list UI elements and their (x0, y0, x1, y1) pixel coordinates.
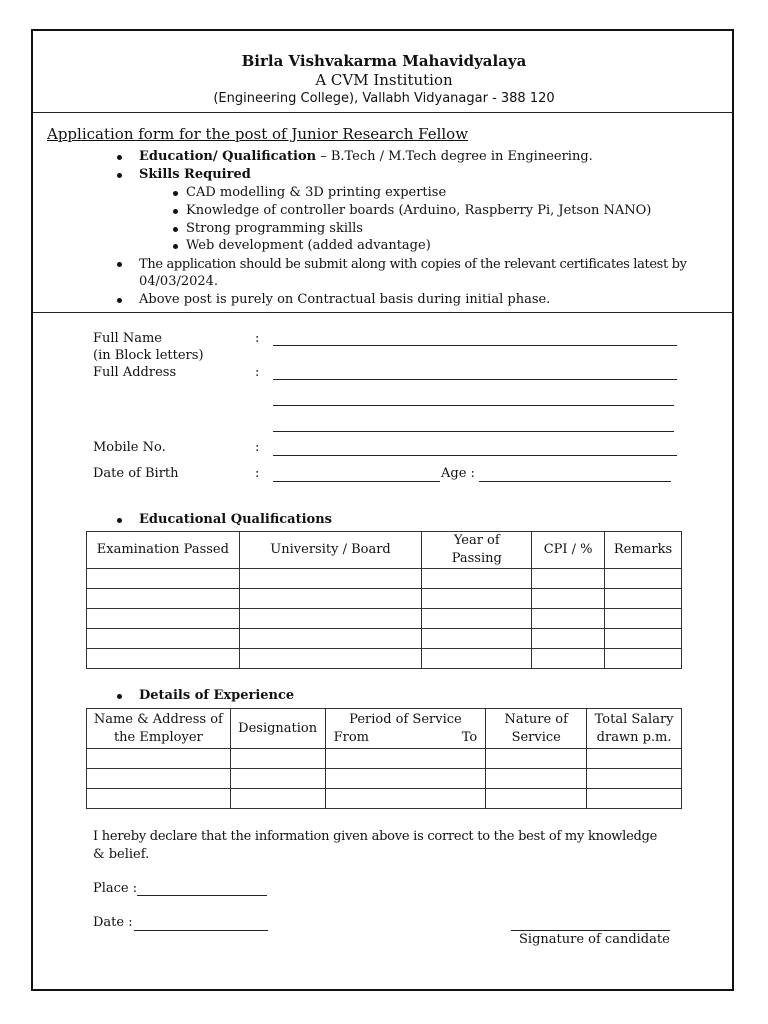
address-field-line-1[interactable] (273, 379, 677, 380)
table-row (87, 789, 682, 809)
table-cell[interactable] (532, 649, 605, 669)
table-row (87, 609, 682, 629)
table-cell[interactable] (587, 749, 682, 769)
submission-line-1: The application should be submit along with copies of the relevant certificates latest by (139, 257, 687, 272)
column-header: Total Salary drawn p.m. (587, 709, 682, 749)
age-field[interactable] (479, 481, 671, 482)
column-header: Period of Service (349, 711, 462, 727)
address-field-line-2[interactable] (273, 405, 674, 406)
signature-field[interactable] (511, 930, 670, 931)
bullet-icon (173, 227, 178, 232)
mobile-label: Mobile No. (93, 440, 166, 455)
table-cell[interactable] (87, 569, 240, 589)
bullet-icon (117, 173, 122, 178)
notice-divider (33, 312, 733, 313)
table-cell[interactable] (230, 789, 325, 809)
period-subheader (326, 729, 486, 747)
colon: : (255, 365, 260, 380)
table-cell[interactable] (230, 749, 325, 769)
table-header-row (87, 709, 682, 749)
table-cell[interactable] (87, 749, 231, 769)
column-header: Name & Address of the Employer (87, 709, 231, 749)
table-cell[interactable] (422, 569, 532, 589)
table-cell[interactable] (87, 609, 240, 629)
experience-table (86, 708, 682, 809)
column-header: Nature of Service (486, 709, 587, 749)
table-cell[interactable] (605, 569, 682, 589)
column-header: Remarks (605, 532, 682, 569)
dob-field[interactable] (273, 481, 440, 482)
table-cell[interactable] (605, 629, 682, 649)
table-cell[interactable] (422, 649, 532, 669)
skills-label: Skills Required (139, 167, 251, 182)
full-address-label: Full Address (93, 365, 177, 380)
table-row (87, 649, 682, 669)
place-label: Place : (93, 881, 138, 896)
date-label: Date : (93, 915, 133, 930)
table-row (87, 629, 682, 649)
date-field[interactable] (134, 930, 268, 931)
table-row (87, 749, 682, 769)
table-cell[interactable] (605, 609, 682, 629)
to-label: To (461, 729, 478, 745)
full-name-field[interactable] (273, 345, 677, 346)
colon: : (255, 466, 260, 481)
header-divider (33, 112, 733, 113)
period-header-cell (325, 709, 486, 749)
table-cell[interactable] (532, 589, 605, 609)
submission-line-2: 04/03/2024. (139, 274, 219, 289)
bullet-icon (117, 694, 122, 699)
table-cell[interactable] (605, 589, 682, 609)
age-label: Age : (441, 466, 475, 481)
colon: : (255, 331, 260, 346)
bullet-icon (117, 298, 122, 303)
table-cell[interactable] (87, 589, 240, 609)
table-row (87, 769, 682, 789)
table-cell[interactable] (605, 649, 682, 669)
bullet-icon (117, 155, 122, 160)
contract-note: Above post is purely on Contractual basis during initial phase. (139, 292, 551, 307)
skill-item: Knowledge of controller boards (Arduino, Raspberry Pi, Jetson NANO) (186, 203, 652, 218)
education-table (86, 531, 682, 669)
table-cell[interactable] (87, 629, 240, 649)
address-field-line-3[interactable] (273, 431, 674, 432)
table-cell[interactable] (239, 649, 422, 669)
college-name: Birla Vishvakarma Mahavidyalaya (241, 52, 527, 70)
table-cell[interactable] (239, 569, 422, 589)
dob-label: Date of Birth (93, 466, 179, 481)
table-cell[interactable] (325, 789, 486, 809)
column-header: University / Board (239, 532, 422, 569)
notice-title: Application form for the post of Junior Research Fellow (47, 125, 469, 143)
table-cell[interactable] (532, 609, 605, 629)
signature-label: Signature of candidate (519, 932, 670, 947)
education-label: Education/ Qualification (139, 149, 317, 164)
column-header: Examination Passed (87, 532, 240, 569)
table-cell[interactable] (325, 769, 486, 789)
column-header: Designation (230, 709, 325, 749)
table-cell[interactable] (87, 649, 240, 669)
table-cell[interactable] (230, 769, 325, 789)
institution-line: A CVM Institution (315, 71, 453, 89)
table-cell[interactable] (587, 769, 682, 789)
declaration-line-2: & belief. (93, 847, 150, 862)
declaration-line-1: I hereby declare that the information given above is correct to the best of my knowledge (93, 829, 658, 844)
bullet-icon (173, 191, 178, 196)
table-cell[interactable] (325, 749, 486, 769)
table-cell[interactable] (239, 589, 422, 609)
experience-heading: Details of Experience (139, 688, 295, 703)
block-letters-note: (in Block letters) (93, 348, 204, 363)
table-cell[interactable] (422, 629, 532, 649)
education-requirement (139, 149, 593, 164)
table-cell[interactable] (239, 629, 422, 649)
table-cell[interactable] (486, 789, 587, 809)
table-cell[interactable] (422, 609, 532, 629)
table-cell[interactable] (422, 589, 532, 609)
table-cell[interactable] (587, 789, 682, 809)
skill-item: Strong programming skills (186, 221, 363, 236)
table-cell[interactable] (532, 629, 605, 649)
table-cell[interactable] (87, 789, 231, 809)
table-cell[interactable] (532, 569, 605, 589)
table-header-row (87, 532, 682, 569)
education-heading: Educational Qualifications (139, 512, 332, 527)
table-row (87, 569, 682, 589)
column-header: CPI / % (532, 532, 605, 569)
skill-item: CAD modelling & 3D printing expertise (186, 185, 447, 200)
table-row (87, 589, 682, 609)
education-text: – B.Tech / M.Tech degree in Engineering. (316, 149, 593, 164)
column-header: Year of Passing (422, 532, 532, 569)
table-cell[interactable] (486, 749, 587, 769)
table-cell[interactable] (239, 609, 422, 629)
full-name-label: Full Name (93, 331, 162, 346)
college-address: (Engineering College), Vallabh Vidyanagar - 388 120 (213, 91, 555, 106)
colon: : (255, 440, 260, 455)
from-label: From (333, 729, 370, 745)
bullet-icon (117, 262, 122, 267)
bullet-icon (173, 244, 178, 249)
mobile-field[interactable] (273, 455, 677, 456)
bullet-icon (173, 209, 178, 214)
place-field[interactable] (137, 895, 267, 896)
table-cell[interactable] (486, 769, 587, 789)
table-cell[interactable] (87, 769, 231, 789)
skill-item: Web development (added advantage) (186, 238, 431, 253)
bullet-icon (117, 518, 122, 523)
